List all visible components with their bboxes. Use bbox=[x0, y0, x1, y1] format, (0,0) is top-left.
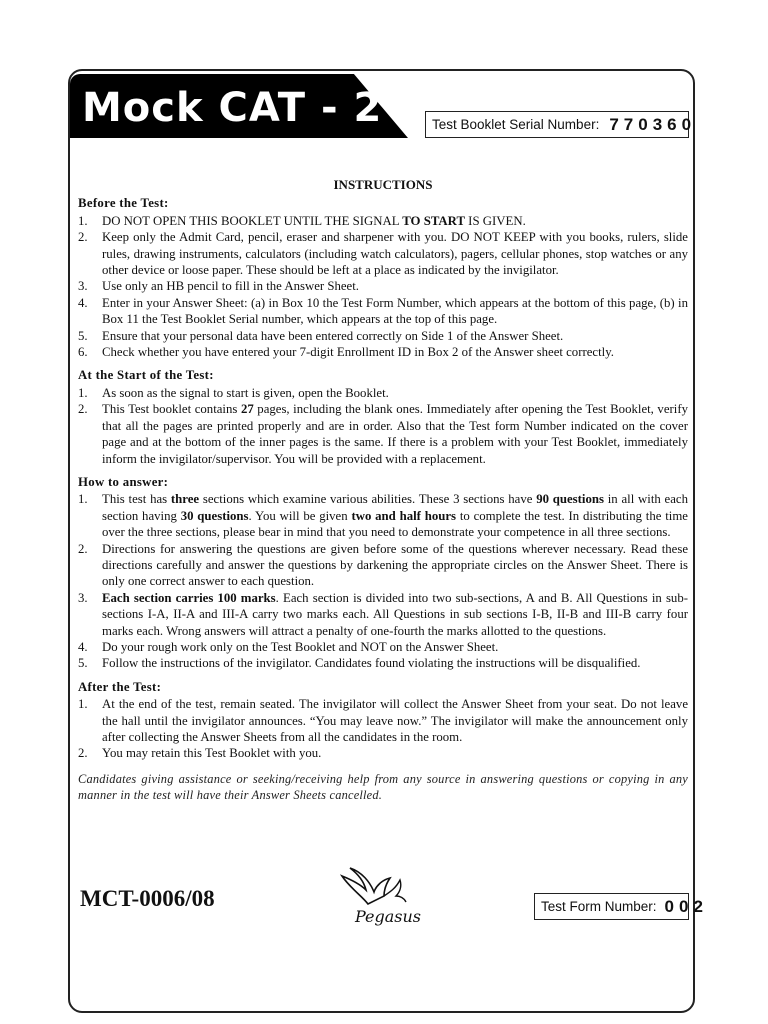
item-number: 1. bbox=[78, 697, 88, 712]
section-title: Before the Test: bbox=[78, 196, 169, 211]
instruction-list bbox=[78, 696, 688, 762]
item-number: 2. bbox=[78, 746, 88, 761]
bold-text: TO START bbox=[402, 213, 465, 228]
instructions-heading: INSTRUCTIONS bbox=[333, 177, 433, 192]
svg-text:Pegasus: Pegasus bbox=[354, 907, 422, 926]
pegasus-logo bbox=[338, 866, 438, 928]
list-item bbox=[78, 639, 688, 655]
item-number: 3. bbox=[78, 279, 88, 294]
serial-number-value: 770360 bbox=[609, 114, 697, 134]
item-text bbox=[102, 401, 688, 467]
bold-text: two and half hours bbox=[351, 508, 457, 523]
item-number: 5. bbox=[78, 328, 88, 343]
item-number: 4. bbox=[78, 295, 88, 310]
section-title: How to answer: bbox=[78, 474, 169, 489]
list-item bbox=[78, 541, 688, 590]
instruction-sections bbox=[78, 195, 688, 761]
text-segment: Follow the instructions of the invigilator. Candidates found violating the instructions will be disqualified. bbox=[102, 656, 641, 671]
item-number: 1. bbox=[78, 385, 88, 400]
list-item bbox=[78, 328, 688, 344]
list-item bbox=[78, 229, 688, 278]
test-form-number-box bbox=[534, 893, 708, 920]
bold-text: three bbox=[170, 492, 200, 507]
page-title: Mock CAT - 2 bbox=[82, 85, 383, 131]
item-text bbox=[102, 278, 688, 294]
list-item bbox=[78, 401, 688, 467]
list-item bbox=[78, 745, 688, 761]
text-segment: Check whether you have entered your 7-digit Enrollment ID in Box 2 of the Answer sheet correctly. bbox=[102, 345, 614, 360]
list-item bbox=[78, 385, 688, 401]
bold-text: Each section carries 100 marks bbox=[102, 590, 276, 605]
list-item bbox=[78, 278, 688, 294]
test-form-number-value: 002 bbox=[664, 896, 708, 916]
section-title: After the Test: bbox=[78, 679, 162, 694]
item-number: 2. bbox=[78, 402, 88, 417]
item-text bbox=[102, 213, 688, 229]
text-segment: This test has bbox=[102, 492, 171, 507]
item-number: 1. bbox=[78, 213, 88, 228]
list-item bbox=[78, 655, 688, 671]
item-text bbox=[102, 344, 688, 360]
section-title: At the Start of the Test: bbox=[78, 368, 214, 383]
item-text bbox=[102, 295, 688, 328]
footer-note: Candidates giving assistance or seeking/receiving help from any source in answering questions or copying in any manner in the test will have their Answer Sheets cancelled. bbox=[78, 771, 688, 803]
text-segment: Ensure that your personal data have been entered correctly on Side 1 of the Answer Sheet. bbox=[102, 328, 564, 343]
item-number: 1. bbox=[78, 492, 88, 507]
bold-text: 30 questions bbox=[180, 508, 249, 523]
item-text bbox=[102, 696, 688, 745]
list-item bbox=[78, 344, 688, 360]
bold-text: 27 bbox=[240, 402, 254, 417]
instruction-list bbox=[78, 385, 688, 467]
instructions-body bbox=[78, 177, 688, 804]
text-segment: pages, including the blank ones. Immediately after opening the Test Booklet, verify that all the pages are printed properly and are in order. Also that the Test form Number indicated on the cover page and at the bottom of the inner pages is the same. If there is a problem with your Test Booklet, immediately inform the invigilator/supervisor. You will be provided with a replacement. bbox=[102, 402, 688, 466]
item-number: 5. bbox=[78, 656, 88, 671]
serial-number-label: Test Booklet Serial Number: bbox=[432, 117, 600, 132]
text-segment: Use only an HB pencil to fill in the Answer Sheet. bbox=[102, 279, 359, 294]
text-segment: DO NOT OPEN THIS BOOKLET UNTIL THE SIGNAL bbox=[102, 213, 403, 228]
item-text bbox=[102, 385, 688, 401]
item-number: 2. bbox=[78, 230, 88, 245]
list-item bbox=[78, 696, 688, 745]
serial-number-box bbox=[425, 111, 697, 138]
item-text bbox=[102, 229, 688, 278]
text-segment: to complete the test. In distributing the time over the three sections, please bear in mind that you need to demonstrate your competence in all three sections. bbox=[102, 508, 688, 540]
item-text bbox=[102, 745, 688, 761]
text-segment: As soon as the signal to start is given, open the Booklet. bbox=[102, 385, 389, 400]
test-form-number-label: Test Form Number: bbox=[541, 899, 657, 914]
item-text bbox=[102, 639, 688, 655]
instruction-list bbox=[78, 213, 688, 361]
text-segment: Enter in your Answer Sheet: (a) in Box 10 the Test Form Number, which appears at the bottom of this page, (b) in Box 11 the Test Booklet Serial number, which appears at the top of this page. bbox=[102, 295, 688, 327]
list-item bbox=[78, 213, 688, 229]
item-text bbox=[102, 655, 688, 671]
instruction-list bbox=[78, 491, 688, 671]
item-number: 3. bbox=[78, 590, 88, 605]
text-segment: Directions for answering the questions are given before some of the questions wherever necessary. Read these directions carefully and answer the questions by darkening the appropriate circles on the Answer Sheet. There is only one correct answer to each question. bbox=[102, 541, 688, 589]
text-segment: . You will be given bbox=[248, 508, 352, 523]
item-text bbox=[102, 491, 688, 540]
list-item bbox=[78, 295, 688, 328]
text-segment: in all with each section having bbox=[102, 492, 688, 523]
text-segment: You may retain this Test Booklet with you. bbox=[102, 746, 322, 761]
item-text bbox=[102, 541, 688, 590]
item-number: 6. bbox=[78, 345, 88, 360]
text-segment: . Each section is divided into two sub-sections, A and B. All Questions in sub-sections I-A, II-A and III-A carry two marks each. All Questions in sub sections I-B, II-B and III-B carry four marks each. Wrong answers will attract a penalty of one-fourth the marks allotted to the questions. bbox=[102, 590, 688, 638]
item-text bbox=[102, 590, 688, 639]
text-segment: sections which examine various abilities. These 3 sections have bbox=[199, 492, 537, 507]
list-item bbox=[78, 590, 688, 639]
text-segment: This Test booklet contains bbox=[102, 402, 241, 417]
bold-text: 90 questions bbox=[536, 492, 604, 507]
item-number: 2. bbox=[78, 541, 88, 556]
text-segment: Do your rough work only on the Test Booklet and NOT on the Answer Sheet. bbox=[102, 639, 499, 654]
text-segment: At the end of the test, remain seated. The invigilator will collect the Answer Sheet from your seat. Do not leave the hall until the invigilator announces. “You may leave now.” The invigilator will make the announcement only after collecting the Answer Sheets from all the candidates in the room. bbox=[102, 697, 688, 744]
text-segment: IS GIVEN. bbox=[464, 213, 526, 228]
list-item bbox=[78, 491, 688, 540]
test-code: MCT-0006/08 bbox=[80, 886, 215, 911]
text-segment: Keep only the Admit Card, pencil, eraser and sharpener with you. DO NOT KEEP with you books, rulers, slide rules, drawing instruments, calculators (including watch calculators), pagers, cellular phones, stop watches or any other device or loose paper. These should be left at a place as indicated by the invigilator. bbox=[102, 230, 688, 278]
item-text bbox=[102, 328, 688, 344]
item-number: 4. bbox=[78, 639, 88, 654]
